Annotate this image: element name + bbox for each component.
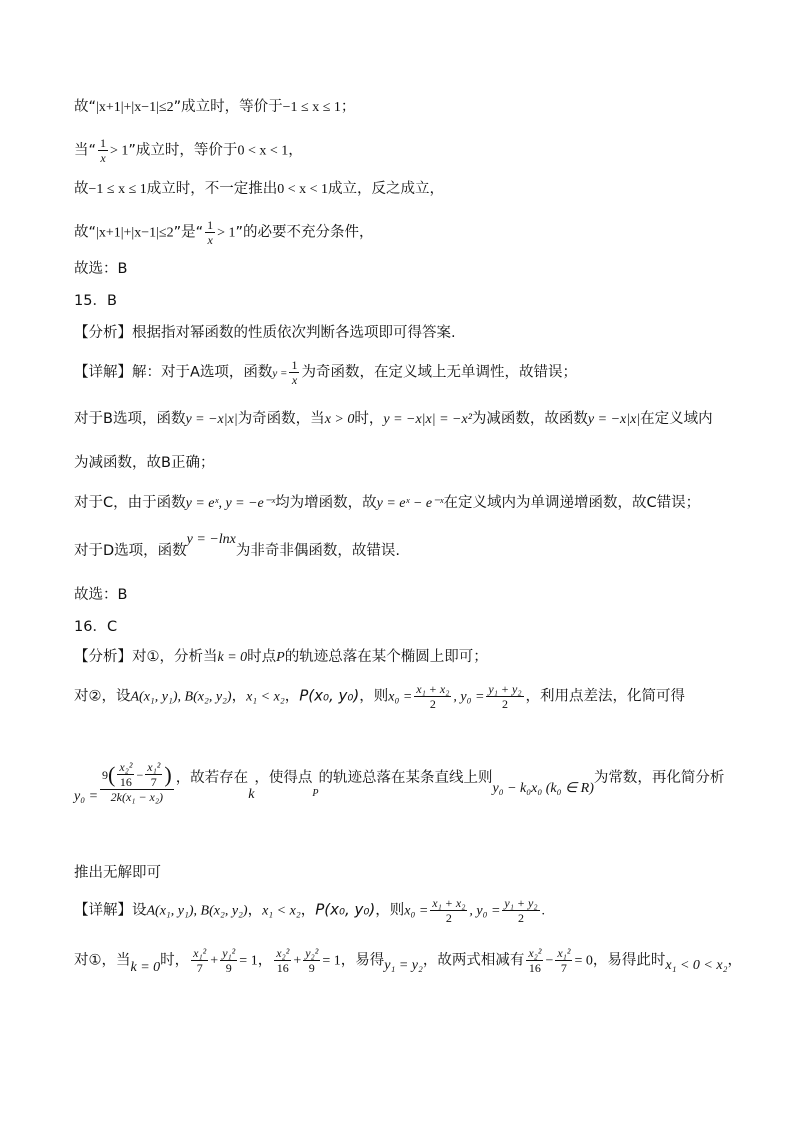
answer-choice-15: 故选：B <box>74 587 128 603</box>
formula: k <box>248 787 255 802</box>
text: 故“ <box>74 99 97 115</box>
denominator: 16 <box>276 961 289 975</box>
numerator: x₂² <box>528 946 542 960</box>
text: 【详解】解：对于A选项，函数 <box>74 364 273 381</box>
text: ， <box>257 952 273 969</box>
text-line-3 <box>74 178 760 201</box>
fraction <box>414 682 451 711</box>
fraction <box>555 946 572 975</box>
fraction <box>303 946 320 975</box>
formula: = 1 <box>239 953 258 969</box>
text: ，易得 <box>340 952 385 969</box>
text: 均为增函数，故 <box>275 495 377 511</box>
denominator: 2 <box>501 697 508 711</box>
detail-15-line-2 <box>74 408 760 431</box>
analysis-16-line-4: 推出无解即可 <box>74 865 161 881</box>
detail-15-line-5 <box>74 532 760 563</box>
text: ，故两式相减有 <box>422 952 525 969</box>
fraction <box>274 946 291 975</box>
fraction <box>289 358 299 387</box>
detail-15-line-1 <box>74 358 760 387</box>
text-line-5: 故选：B <box>74 261 128 277</box>
text: 时， <box>160 952 190 969</box>
numerator: x₁² <box>557 946 571 960</box>
text: 为常数，再化简分析 <box>593 770 725 786</box>
big-fraction <box>100 760 174 804</box>
numerator: x₂² <box>276 946 290 960</box>
fraction <box>145 760 162 789</box>
formula: . <box>541 903 546 919</box>
numerator: 1 <box>207 218 214 232</box>
text: 成立，反之成立， <box>328 181 445 197</box>
formula: y = −lnx <box>186 532 236 547</box>
text: ，故若存在 <box>175 770 249 786</box>
denominator: 9 <box>225 961 232 975</box>
formula: y = eˣ, y = −e⁻ˣ <box>185 496 276 511</box>
operator: + <box>293 953 302 969</box>
text: 在定义域内 <box>640 411 713 427</box>
formula: x₁ < 0 < x₂ <box>665 957 728 973</box>
formula: > 1 <box>110 143 129 159</box>
numerator: x₁² <box>193 946 207 960</box>
formula: x₁ < x₂ <box>246 689 285 705</box>
left-paren: ( <box>108 761 116 787</box>
right-paren: ) <box>164 761 172 787</box>
text: 为奇函数，当 <box>237 411 325 427</box>
numerator: 1 <box>100 136 107 150</box>
numerator: x₁² <box>147 760 161 774</box>
text: 时点 <box>247 649 277 665</box>
text-line-1 <box>74 96 760 119</box>
text: ，利用点差法，化简可得 <box>525 688 686 705</box>
formula: = 1 <box>322 953 341 969</box>
formula: −1 ≤ x ≤ 1 <box>282 100 341 115</box>
text: 对①，当 <box>74 952 131 969</box>
formula: x > 0 <box>324 412 355 427</box>
formula: 0 < x < 1 <box>277 182 329 197</box>
text: ， <box>300 902 316 919</box>
text: ， <box>247 902 263 919</box>
formula: y = −x|x| <box>185 412 238 427</box>
fraction <box>486 682 523 711</box>
answer-16: 16．C <box>74 619 118 635</box>
text: ”是“ <box>173 224 204 241</box>
text: 【详解】设 <box>74 902 147 919</box>
text: 为非奇非偶函数，故错误. <box>235 543 400 559</box>
text: 对于B选项，函数 <box>74 411 186 427</box>
text: 【分析】对①，分析当 <box>74 649 218 665</box>
formula: y = eˣ − e⁻ˣ <box>376 496 444 511</box>
denominator: 2k(x₁ − x₂) <box>110 790 164 804</box>
formula: y₀ = <box>74 789 99 804</box>
text: 对于C，由于函数 <box>74 495 186 511</box>
formula: , y₀ = <box>453 689 485 705</box>
text: ”的必要不充分条件， <box>235 224 374 241</box>
formula: 0 < x < 1 <box>237 143 289 159</box>
text: ”成立时，等价于 <box>173 99 283 115</box>
numerator: y₁² <box>222 946 236 960</box>
numerator: y₁ + y₂ <box>488 682 522 696</box>
text: 在定义域内为单调递增函数，故C错误； <box>443 495 701 511</box>
formula: −1 ≤ x ≤ 1 <box>88 182 147 197</box>
formula: k = 0 <box>130 959 161 975</box>
formula: x₀ = <box>404 903 429 919</box>
fraction <box>191 946 208 975</box>
answer-15: 15．B <box>74 293 117 309</box>
text: 当“ <box>74 142 97 159</box>
fraction <box>220 946 237 975</box>
analysis-15: 【分析】根据指对幂函数的性质依次判断各选项即可得答案. <box>74 325 456 341</box>
numerator: y₁ + y₂ <box>504 896 538 910</box>
formula: y = <box>272 367 288 380</box>
formula: y = −x|x| <box>587 412 641 427</box>
denominator: x <box>207 233 213 247</box>
formula: > 1 <box>217 225 236 241</box>
fraction <box>502 896 539 925</box>
text: 时， <box>354 411 384 427</box>
text-line-2 <box>74 136 760 165</box>
text: 对②，设 <box>74 688 131 705</box>
numerator: x₂² <box>119 760 133 774</box>
text: ，易得此时 <box>592 952 666 969</box>
text: ，则 <box>359 688 389 705</box>
formula: y₀ − k₀x₀ (k₀ ∈ R) <box>492 781 594 796</box>
detail-16-line-1 <box>74 896 760 925</box>
formula: |x+1|+|x−1|≤2 <box>96 225 174 241</box>
formula: P(x₀, y₀) <box>299 686 360 705</box>
text: ”成立时，等价于 <box>128 142 238 159</box>
text-line-4 <box>74 218 760 247</box>
denominator: 2 <box>429 697 436 711</box>
formula: A(x₁, y₁), B(x₂, y₂) <box>146 903 248 919</box>
denominator: 7 <box>196 961 203 975</box>
text: ， <box>288 142 303 159</box>
text: ，使得点 <box>254 770 313 786</box>
text: 对于D选项，函数 <box>74 543 187 559</box>
formula: y₁ = y₂ <box>384 957 423 973</box>
detail-15-line-3: 为减函数，故B正确； <box>74 455 215 471</box>
fraction <box>98 136 108 165</box>
text: ； <box>340 99 356 115</box>
denominator: 9 <box>308 961 315 975</box>
denominator: 16 <box>119 775 132 789</box>
denominator: 2 <box>517 911 524 925</box>
denominator: x <box>291 373 298 387</box>
formula: P <box>312 788 319 799</box>
formula: P(x₀, y₀) <box>315 900 376 919</box>
text: 的轨迹总落在某个椭圆上即可； <box>284 649 488 665</box>
text: 的轨迹总落在某条直线上则 <box>318 770 493 786</box>
formula: |x+1|+|x−1|≤2 <box>96 100 174 115</box>
text: 故“ <box>74 224 97 241</box>
formula: x₁ < x₂ <box>262 903 301 919</box>
formula: , y₀ = <box>469 903 501 919</box>
numerator <box>100 760 174 790</box>
detail-16-line-2 <box>74 946 760 975</box>
denominator: 16 <box>528 961 541 975</box>
formula: = 0 <box>574 953 593 969</box>
text: 为减函数，故函数 <box>471 411 588 427</box>
numerator: x₁ + x₂ <box>416 682 450 696</box>
formula: y = −x|x| = −x² <box>383 412 472 427</box>
denominator: 7 <box>150 775 157 789</box>
denominator: 2 <box>445 911 452 925</box>
numerator: 1 <box>291 358 298 372</box>
formula: A(x₁, y₁), B(x₂, y₂) <box>130 689 232 705</box>
denominator: x <box>100 151 106 165</box>
detail-15-line-4 <box>74 492 760 515</box>
analysis-16-line-3 <box>74 760 760 830</box>
analysis-16-line-2 <box>74 682 760 711</box>
formula: k = 0 <box>217 650 248 665</box>
formula: P <box>276 650 285 665</box>
fraction <box>526 946 543 975</box>
coefficient: 9 <box>102 767 109 782</box>
numerator: x₁ + x₂ <box>432 896 466 910</box>
numerator: y₂² <box>305 946 319 960</box>
text: ， <box>284 688 300 705</box>
fraction <box>430 896 467 925</box>
text: ， <box>727 952 742 969</box>
fraction <box>205 218 215 247</box>
text: ， <box>231 688 247 705</box>
analysis-16-line-1 <box>74 646 760 669</box>
text: 为奇函数，在定义域上无单调性，故错误； <box>301 364 577 381</box>
text: 故 <box>74 181 89 197</box>
operator: − <box>545 953 554 969</box>
text: ，则 <box>375 902 405 919</box>
operator: − <box>136 767 144 782</box>
text: 成立时，不一定推出 <box>146 181 278 197</box>
operator: + <box>210 953 219 969</box>
formula: x₀ = <box>388 689 413 705</box>
fraction <box>117 760 134 789</box>
denominator: 7 <box>560 961 567 975</box>
